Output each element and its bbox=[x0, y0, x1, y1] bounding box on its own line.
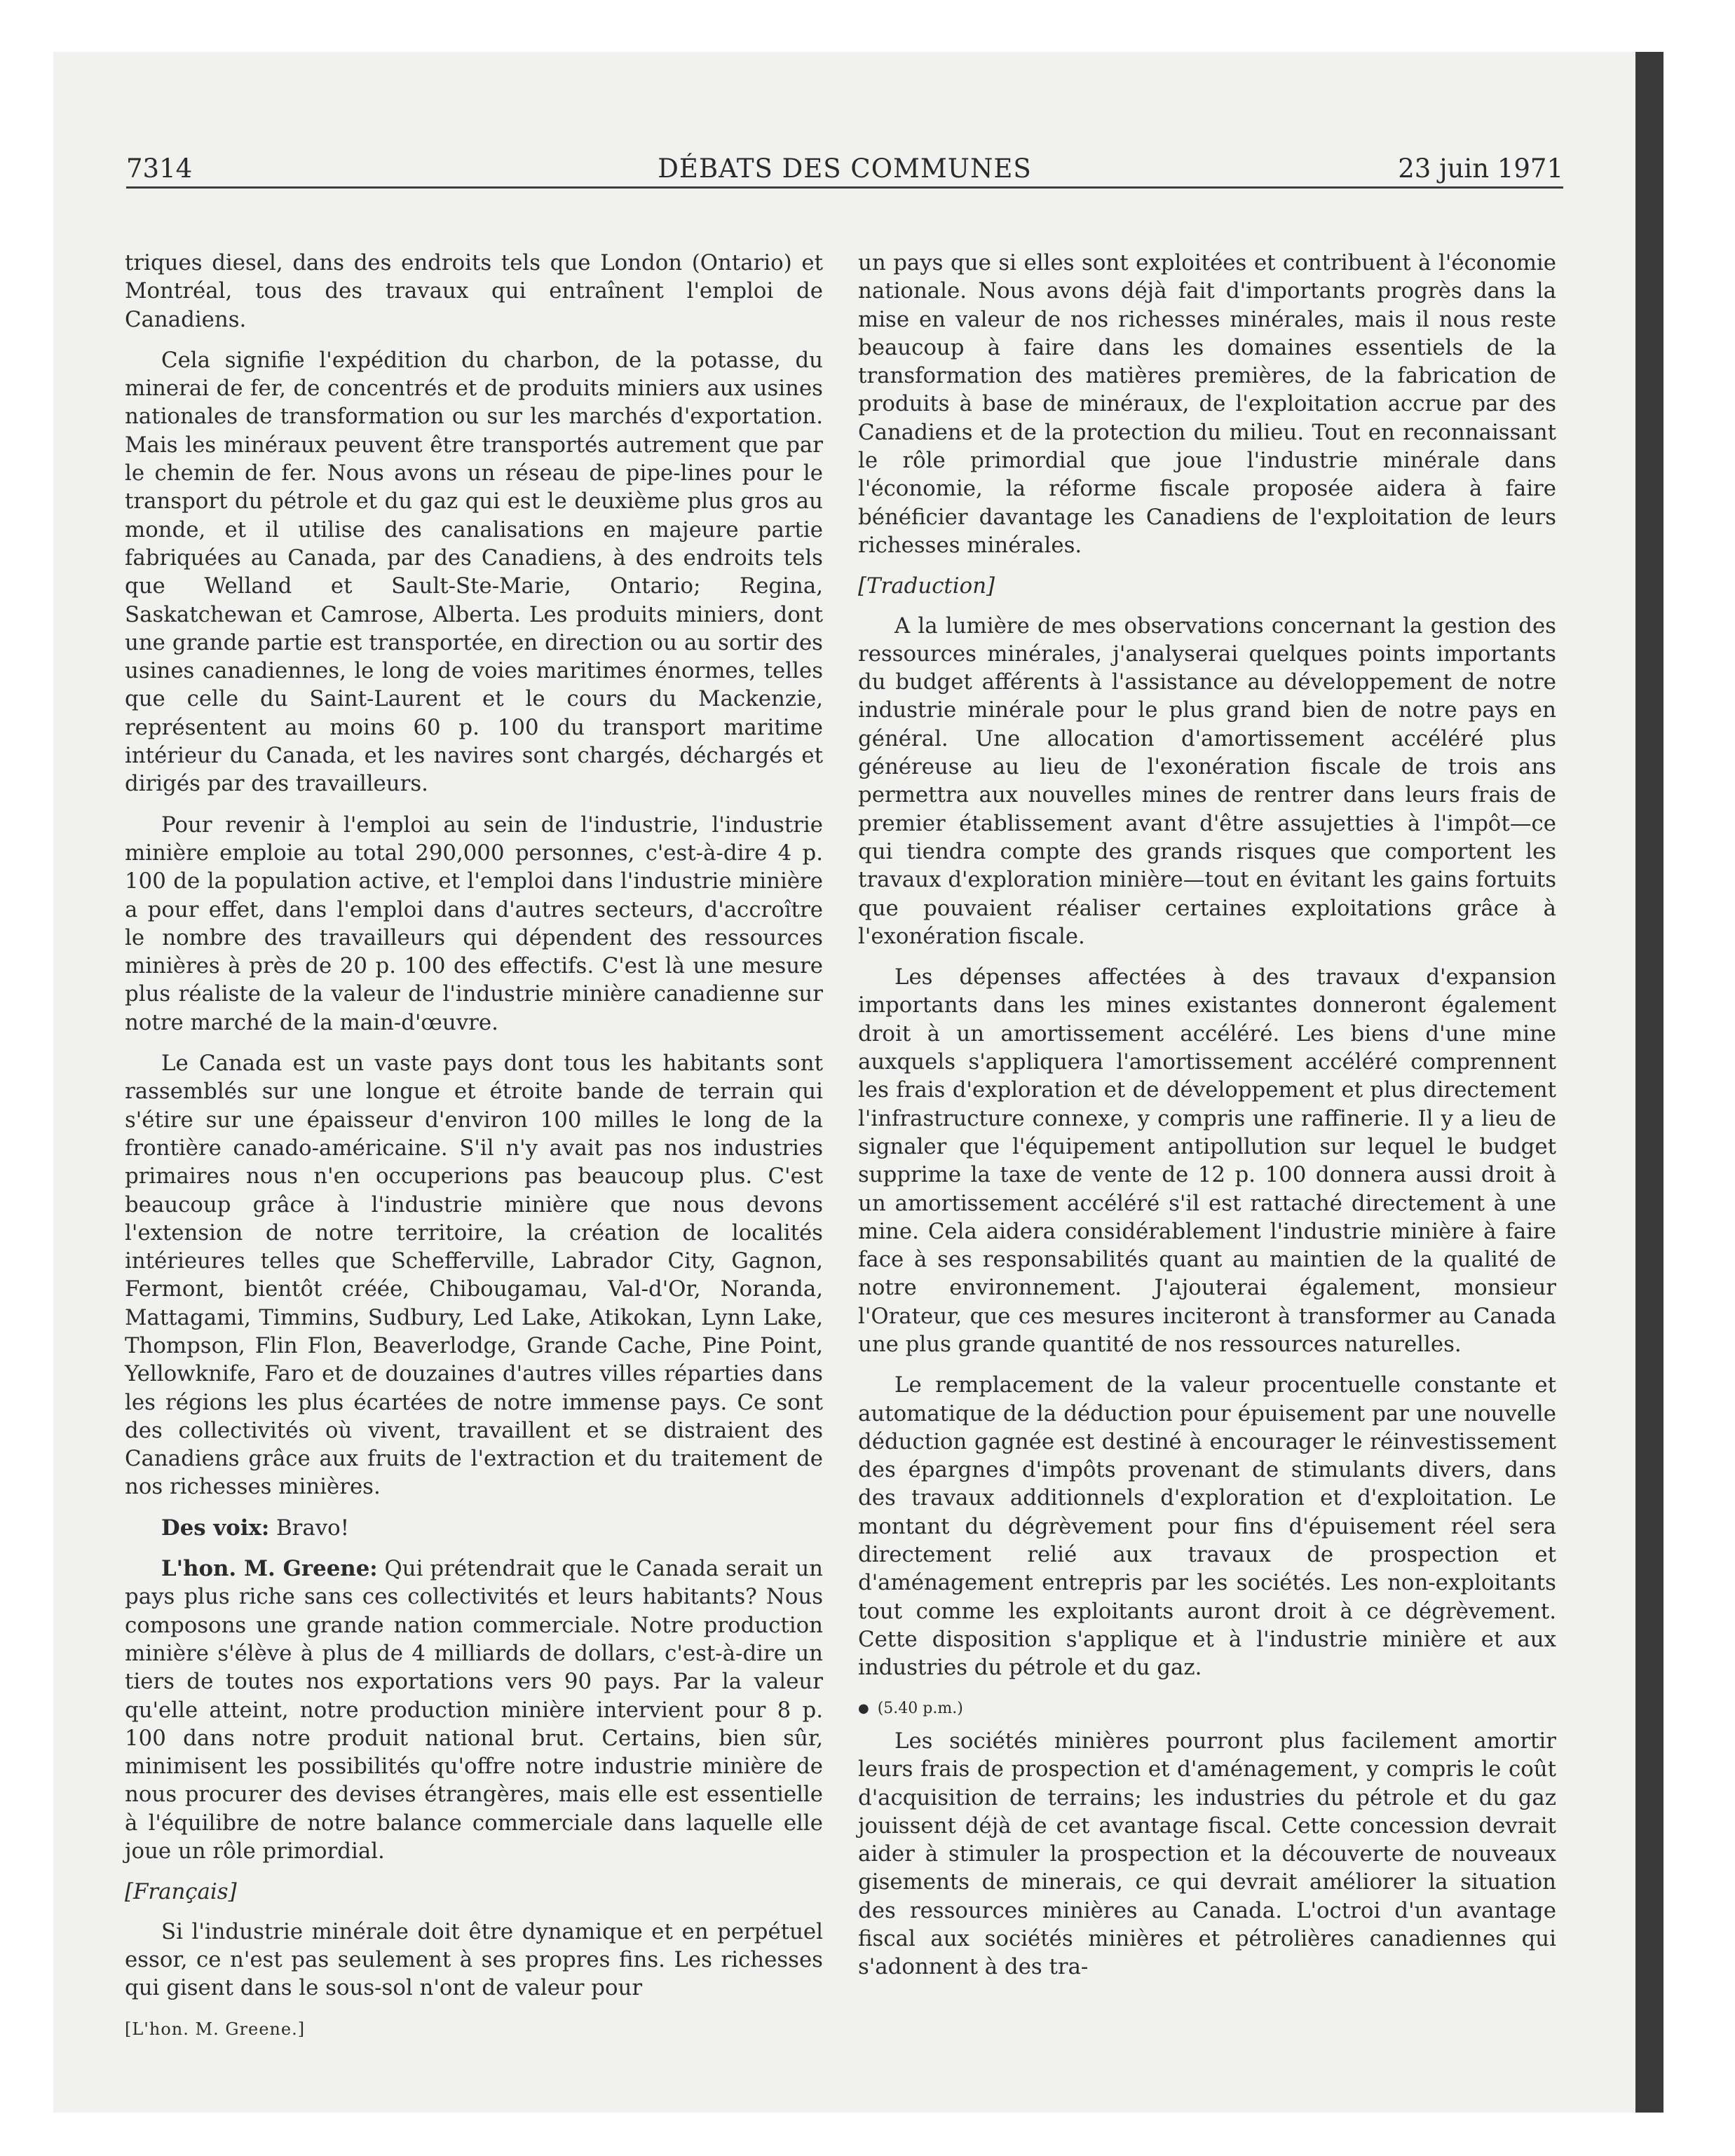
page-title: DÉBATS DES COMMUNES bbox=[658, 153, 1032, 184]
speech bbox=[125, 1514, 823, 1542]
speech-text: Qui prétendrait que le Canada serait un pays plus riche sans ces collectivités et leurs habitants? Nous composons une grande nation commerciale. Notre production minière s'élève à plus de 4 milliards de dollars, c'est-à-dire un tiers de toutes nos exportations vers 90 pays. Par la valeur qu'elle atteint, notre production minière intervient pour 8 p. 100 dans notre produit national brut. Certains, bien sûr, minimisent les possibilités qu'offre notre industrie minière de nous procurer des devises étrangères, mais elle est essentielle à l'équilibre de notre balance commerciale dans laquelle elle joue un rôle primordial. bbox=[125, 1556, 823, 1864]
paragraph: Pour revenir à l'emploi au sein de l'industrie, l'industrie minière emploie au total 290,000 personnes, c'est-à-dire 4 p. 100 de la population active, et l'emploi dans l'industrie minière a pour effet, dans l'emploi dans d'autres secteurs, d'accroître le nombre des travailleurs qui dépendent des ressources minières à près de 20 p. 100 des effectifs. C'est là une mesure plus réaliste de la valeur de l'industrie minière canadienne sur notre marché de la main-d'œuvre. bbox=[125, 812, 823, 1035]
bullet-icon: ● bbox=[858, 1700, 869, 1716]
page-number: 7314 bbox=[126, 153, 193, 184]
speech-text: Bravo! bbox=[269, 1515, 350, 1541]
speaker-footer: [L'hon. M. Greene.] bbox=[125, 2019, 306, 2039]
paragraph: Si l'industrie minérale doit être dynamique et en perpétuel essor, ce n'est pas seulement à ses propres fins. Les richesses qui gisent dans le sous-sol n'ont de valeur pour bbox=[125, 1918, 823, 2001]
paragraph: un pays que si elles sont exploitées et contribuent à l'économie nationale. Nous avons déjà fait d'importants progrès dans la mise en valeur de nos richesses minérales, mais il nous reste beaucoup à faire dans les domaines essentiels de la transformation des matières premières, de la fabrication de produits à base de minéraux, de l'exploitation accrue par des Canadiens et de la protection du milieu. Tout en reconnaissant le rôle primordial que joue l'industrie minérale dans l'économie, la réforme fiscale proposée aidera à faire bénéficier davantage les Canadiens de l'exploitation de leurs richesses minérales. bbox=[858, 250, 1556, 558]
paragraph: Le Canada est un vaste pays dont tous les habitants sont rassemblés sur une longue et étroite bande de terrain qui s'étire sur une épaisseur d'environ 100 milles le long de la frontière canado-américaine. S'il n'y avait pas nos industries primaires nous n'en occuperions pas beaucoup plus. C'est beaucoup grâce à l'industrie minière que nous devons l'extension de notre territoire, la création de localités intérieures telles que Schefferville, Labrador City, Gagnon, Fermont, bientôt créée, Chibougamau, Val-d'Or, Noranda, Mattagami, Timmins, Sudbury, Led Lake, Atikokan, Lynn Lake, Thompson, Flin Flon, Beaverlodge, Grande Cache, Pine Point, Yellowknife, Faro et de douzaines d'autres villes réparties dans les régions les plus écartées de notre immense pays. Ce sont des collectivités où vivent, travaillent et se distraient des Canadiens grâce aux fruits de l'extraction et du traitement de nos richesses minières. bbox=[125, 1051, 823, 1500]
timestamp-text: (5.40 p.m.) bbox=[877, 1699, 963, 1717]
language-tag: [Traduction] bbox=[858, 573, 995, 599]
scan-edge bbox=[1635, 52, 1663, 2113]
paragraph: triques diesel, dans des endroits tels que London (Ontario) et Montréal, tous des travaux qui entraînent l'emploi de Canadiens. bbox=[125, 250, 823, 332]
paragraph: Le remplacement de la valeur procentuelle constante et automatique de la déduction pour épuisement par une nouvelle déduction gagnée est destiné à encourager le réinvestissement des épargnes d'impôts provenant de stimulants divers, dans des travaux additionnels d'exploration et d'exploitation. Le montant du dégrèvement pour fins d'épuisement réel sera directement relié aux travaux de prospection et d'aménagement entrepris par les sociétés. Les non-exploitants tout comme les exploitants auront droit à ce dégrèvement. Cette disposition s'applique et à l'industrie minière et aux industries du pétrole et du gaz. bbox=[858, 1372, 1556, 1681]
page-header bbox=[126, 147, 1563, 191]
timestamp bbox=[858, 1695, 1556, 1723]
speaker-name: Des voix: bbox=[161, 1515, 270, 1541]
paragraph: A la lumière de mes observations concernant la gestion des ressources minérales, j'analyserai quelques points importants du budget afférents à l'assistance au développement de notre industrie minérale pour le plus grand bien de notre pays en général. Une allocation d'amortissement accéléré plus généreuse au lieu de l'exonération fiscale de trois ans permettra aux nouvelles mines de rentrer dans leurs frais de premier établissement avant d'être assujetties à l'impôt—ce qui tiendra compte des grands risques que comportent les travaux d'exploration minière—tout en évitant les gains fortuits que pouvaient réaliser certaines exploitations grâce à l'exonération fiscale. bbox=[858, 613, 1556, 949]
paragraph: Cela signifie l'expédition du charbon, de la potasse, du minerai de fer, de concentrés et de produits miniers aux usines nationales de transformation ou sur les marchés d'exportation. Mais les minéraux peuvent être transportés autrement que par le chemin de fer. Nous avons un réseau de pipe-lines pour le transport du pétrole et du gaz qui est le deuxième plus gros au monde, et il utilise des canalisations en majeure partie fabriquées au Canada, par des Canadiens, à des endroits tels que Welland et Sault-Ste-Marie, Ontario; Regina, Saskatchewan et Camrose, Alberta. Les produits miniers, dont une grande partie est transportée, en direction ou au sortir des usines canadiennes, le long de voies maritimes énormes, telles que celle du Saint-Laurent et le cours du Mackenzie, représentent au moins 60 p. 100 du transport maritime intérieur du Canada, et les navires sont chargés, déchargés et dirigés par des travailleurs. bbox=[125, 347, 823, 797]
left-column bbox=[125, 249, 823, 2056]
page-date: 23 juin 1971 bbox=[1398, 153, 1563, 184]
header-rule bbox=[126, 186, 1563, 189]
paragraph: Les sociétés minières pourront plus facilement amortir leurs frais de prospection et d'aménagement, y compris le coût d'acquisition de terrains; les industries du pétrole et du gaz jouissent déjà de cet avantage fiscal. Cette concession devrait aider à stimuler la prospection et la découverte de nouveaux gisements de minerais, ce qui devrait améliorer la situation des ressources minières au Canada. L'octroi d'un avantage fiscal aux sociétés minières et pétrolières canadiennes qui s'adonnent à des tra- bbox=[858, 1728, 1556, 1980]
speaker-name: L'hon. M. Greene: bbox=[161, 1556, 378, 1582]
language-tag: [Français] bbox=[125, 1879, 237, 1905]
paragraph: Les dépenses affectées à des travaux d'expansion importants dans les mines existantes donneront également droit à un amortissement accéléré. Les biens d'une mine auxquels s'appliquera l'amortissement accéléré comprennent les frais d'exploration et de développement et plus directement l'infrastructure connexe, y compris une raffinerie. Il y a lieu de signaler que l'équipement antipollution sur lequel le budget supprime la taxe de vente de 12 p. 100 donnera aussi droit à un amortissement accéléré s'il est rattaché directement à une mine. Cela aidera considérablement l'industrie minière à faire face à ses responsabilités quant au maintien de la qualité de notre environnement. J'ajouterai également, monsieur l'Orateur, que ces mesures inciteront à transformer au Canada une plus grande quantité de nos ressources naturelles. bbox=[858, 964, 1556, 1357]
right-column bbox=[858, 249, 1556, 1994]
speech bbox=[125, 1555, 823, 1865]
